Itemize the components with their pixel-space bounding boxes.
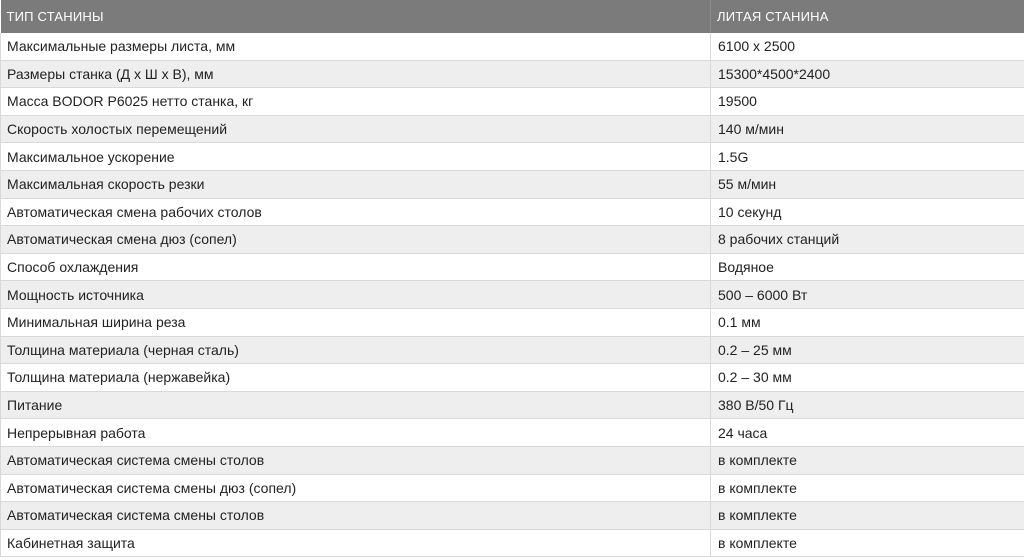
parameter-cell: Минимальная ширина реза <box>1 308 711 336</box>
parameter-cell: Питание <box>1 391 711 419</box>
table-row <box>1 226 1024 254</box>
value-cell: 10 секунд <box>711 198 1024 226</box>
table-row <box>1 198 1024 226</box>
table-row <box>1 391 1024 419</box>
table-body <box>1 33 1024 557</box>
table-row <box>1 115 1024 143</box>
value-cell: Водяное <box>711 253 1024 281</box>
parameter-cell: Максимальное ускорение <box>1 143 711 171</box>
value-cell: в комплекте <box>711 474 1024 502</box>
parameter-cell: Автоматическая смена дюз (сопел) <box>1 226 711 254</box>
value-cell: 0.2 – 30 мм <box>711 364 1024 392</box>
table-row <box>1 308 1024 336</box>
value-cell: 24 часа <box>711 419 1024 447</box>
header-frame-type: ТИП СТАНИНЫ <box>1 0 711 33</box>
value-cell: 19500 <box>711 88 1024 116</box>
table-row <box>1 60 1024 88</box>
parameter-cell: Размеры станка (Д х Ш х В), мм <box>1 60 711 88</box>
table-row <box>1 253 1024 281</box>
value-cell: в комплекте <box>711 502 1024 530</box>
parameter-cell: Автоматическая смена рабочих столов <box>1 198 711 226</box>
table-row <box>1 419 1024 447</box>
table-row <box>1 170 1024 198</box>
table-header <box>1 0 1024 33</box>
parameter-cell: Мощность источника <box>1 281 711 309</box>
table-row <box>1 336 1024 364</box>
value-cell: в комплекте <box>711 446 1024 474</box>
value-cell: 140 м/мин <box>711 115 1024 143</box>
parameter-cell: Автоматическая система смены столов <box>1 446 711 474</box>
table-row <box>1 281 1024 309</box>
parameter-cell: Скорость холостых перемещений <box>1 115 711 143</box>
value-cell: 0.1 мм <box>711 308 1024 336</box>
parameter-cell: Автоматическая система смены дюз (сопел) <box>1 474 711 502</box>
parameter-cell: Кабинетная защита <box>1 529 711 557</box>
parameter-cell: Способ охлаждения <box>1 253 711 281</box>
parameter-cell: Толщина материала (черная сталь) <box>1 336 711 364</box>
table-row <box>1 446 1024 474</box>
header-row <box>1 0 1024 33</box>
table-row <box>1 88 1024 116</box>
table-row <box>1 33 1024 60</box>
parameter-cell: Автоматическая система смены столов <box>1 502 711 530</box>
value-cell: 6100 х 2500 <box>711 33 1024 60</box>
table-row <box>1 502 1024 530</box>
value-cell: 55 м/мин <box>711 170 1024 198</box>
value-cell: 8 рабочих станций <box>711 226 1024 254</box>
value-cell: 0.2 – 25 мм <box>711 336 1024 364</box>
table-row <box>1 143 1024 171</box>
parameter-cell: Толщина материала (нержавейка) <box>1 364 711 392</box>
value-cell: 380 В/50 Гц <box>711 391 1024 419</box>
parameter-cell: Непрерывная работа <box>1 419 711 447</box>
table-row <box>1 529 1024 557</box>
value-cell: в комплекте <box>711 529 1024 557</box>
table-row <box>1 364 1024 392</box>
parameter-cell: Максимальные размеры листа, мм <box>1 33 711 60</box>
table-row <box>1 474 1024 502</box>
value-cell: 1.5G <box>711 143 1024 171</box>
value-cell: 15300*4500*2400 <box>711 60 1024 88</box>
parameter-cell: Максимальная скорость резки <box>1 170 711 198</box>
parameter-cell: Масса BODOR P6025 нетто станка, кг <box>1 88 711 116</box>
header-cast-frame: ЛИТАЯ СТАНИНА <box>711 0 1024 33</box>
value-cell: 500 – 6000 Вт <box>711 281 1024 309</box>
